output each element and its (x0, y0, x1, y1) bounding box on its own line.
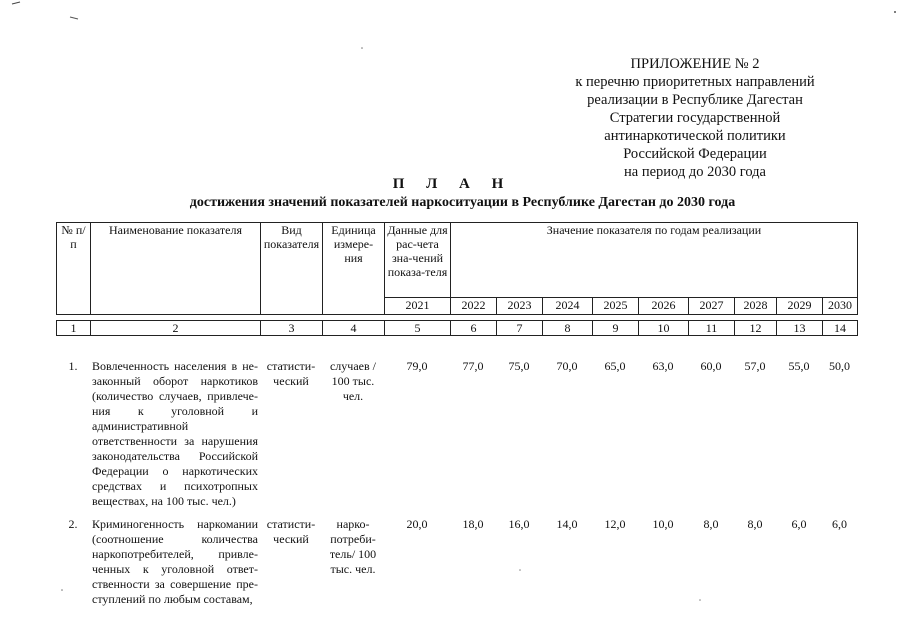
year-cell: 2021 (385, 298, 451, 315)
row-value: 8,0 (747, 517, 763, 531)
row-value: 20,0 (406, 517, 428, 531)
year-cell: 2026 (639, 298, 689, 315)
column-number: 14 (823, 321, 858, 336)
header-unit: Единица измере-ния (323, 223, 385, 315)
column-number: 1 (57, 321, 91, 336)
plan-title: П Л А Н (392, 176, 513, 192)
year-cell: 2029 (777, 298, 823, 315)
row-name: Криминогенность наркомании (соотношение количества наркопотребителей, привле-ченных к уголовной ответ-ственности за совершение пре-ступлений по любым составам, (92, 517, 258, 606)
column-number: 10 (639, 321, 689, 336)
row-kind: статисти-ческий (266, 517, 316, 546)
column-number: 11 (689, 321, 735, 336)
column-number: 3 (261, 321, 323, 336)
row-num: 2. (68, 517, 78, 531)
appendix-line: реализации в Республике Дагестан (587, 92, 803, 108)
row-value: 75,0 (508, 359, 530, 373)
column-number: 8 (543, 321, 593, 336)
column-number: 6 (451, 321, 497, 336)
row-value: 6,0 (832, 517, 847, 531)
row-value: 14,0 (556, 517, 578, 531)
row-value: 50,0 (829, 359, 850, 373)
row-value: 6,0 (791, 517, 807, 531)
row-value: 12,0 (604, 517, 626, 531)
table-row (56, 359, 857, 517)
row-value: 60,0 (700, 359, 722, 373)
column-number: 7 (497, 321, 543, 336)
year-cell: 2024 (543, 298, 593, 315)
row-value: 55,0 (788, 359, 810, 373)
appendix-line: Российской Федерации (623, 146, 767, 162)
row-num: 1. (68, 359, 78, 373)
year-cell: 2030 (823, 298, 858, 315)
row-value: 79,0 (406, 359, 428, 373)
year-cell: 2027 (689, 298, 735, 315)
year-cell: 2028 (735, 298, 777, 315)
row-value: 16,0 (508, 517, 530, 531)
appendix-line: антинаркотической политики (604, 128, 786, 144)
indicator-table-body (56, 359, 857, 607)
row-name: Вовлеченность населения в не-законный оборот наркотиков (количество случаев, привлече-ния к уголовной и административной ответственности за нарушения законодательства Российской Федерации о наркотических средствах и психотропных веществах, на 100 тыс. чел.) (92, 359, 258, 508)
column-number: 5 (385, 321, 451, 336)
row-value: 77,0 (462, 359, 484, 373)
column-number: 13 (777, 321, 823, 336)
row-value: 18,0 (462, 517, 484, 531)
year-cell: 2023 (497, 298, 543, 315)
row-unit: случаев / 100 тыс. чел. (329, 359, 376, 403)
column-number: 4 (323, 321, 385, 336)
row-value: 70,0 (556, 359, 578, 373)
row-value: 10,0 (652, 517, 674, 531)
plan-subtitle: достижения значений показателей наркоситуации в Республике Дагестан до 2030 года (189, 195, 736, 210)
column-number: 9 (593, 321, 639, 336)
header-kind: Вид показателя (261, 223, 323, 315)
row-unit: нарко-потреби-тель/ 100 тыс. чел. (329, 517, 377, 576)
row-value: 57,0 (744, 359, 766, 373)
appendix-line: Стратегии государственной (609, 110, 781, 126)
appendix-line: к перечню приоритетных направлений (575, 74, 815, 90)
indicator-table-header (56, 222, 858, 336)
year-cell: 2025 (593, 298, 639, 315)
column-number: 2 (91, 321, 261, 336)
appendix-block (540, 55, 850, 181)
header-name: Наименование показателя (91, 223, 261, 315)
row-value: 8,0 (703, 517, 719, 531)
header-num: № п/п (57, 223, 91, 315)
row-value: 65,0 (604, 359, 626, 373)
header-base: Данные для рас-чета зна-чений показа-теля (385, 223, 451, 298)
column-number: 12 (735, 321, 777, 336)
row-kind: статисти-ческий (266, 359, 316, 388)
appendix-line: на период до 2030 года (624, 164, 766, 180)
table-row (56, 517, 857, 607)
year-cell: 2022 (451, 298, 497, 315)
header-years-group: Значение показателя по годам реализации (451, 223, 858, 298)
appendix-title: ПРИЛОЖЕНИЕ № 2 (630, 56, 760, 72)
row-value: 63,0 (652, 359, 674, 373)
